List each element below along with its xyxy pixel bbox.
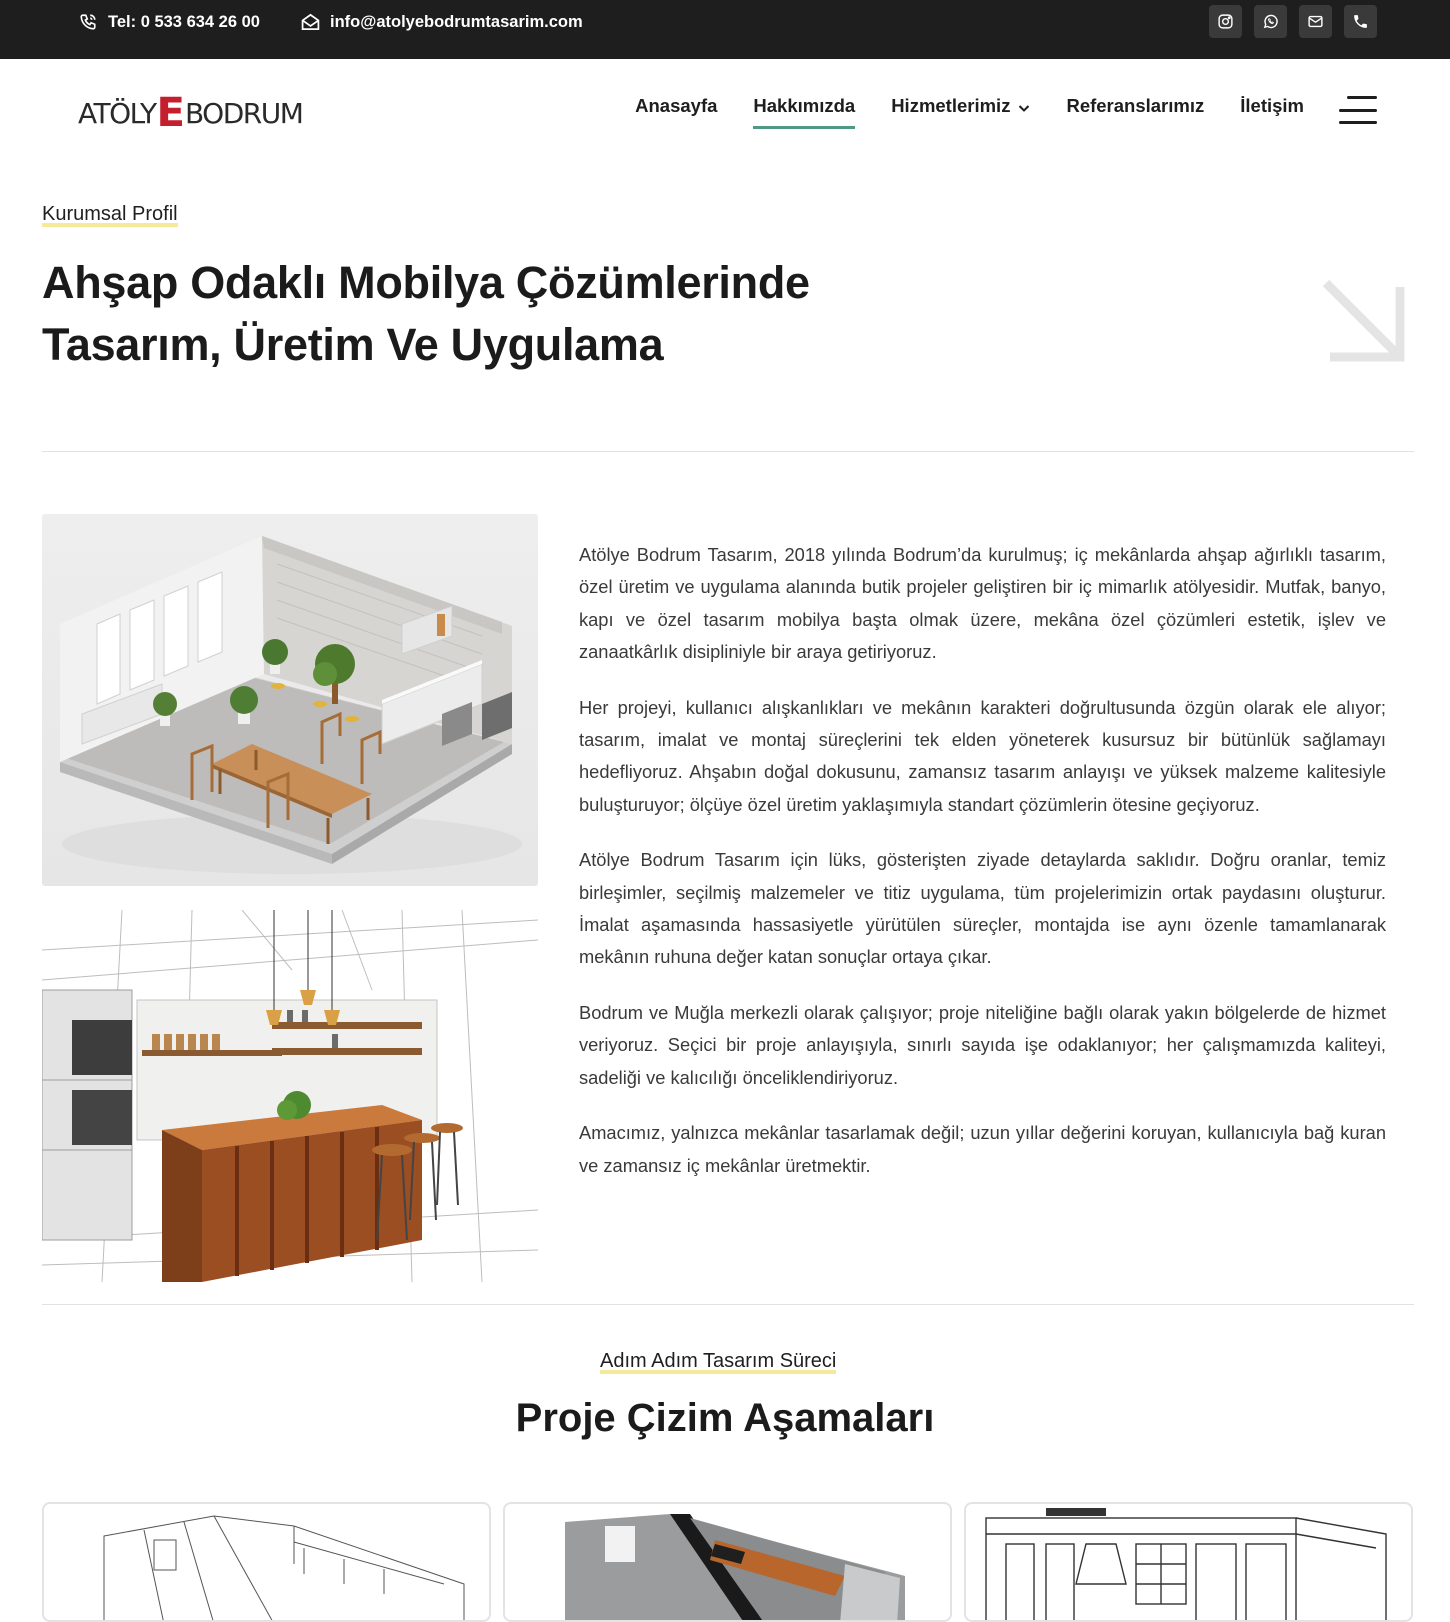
- nav-label: Referanslarımız: [1066, 95, 1205, 116]
- topbar-email[interactable]: [300, 0, 583, 44]
- topbar-phone-text: Tel: 0 533 634 26 00: [108, 12, 260, 31]
- instagram-icon: [1217, 13, 1234, 30]
- page-title: [42, 252, 942, 376]
- sketch-kitchen-image: [42, 910, 538, 1282]
- process-card-1[interactable]: [42, 1502, 491, 1622]
- nav-item-iletisim[interactable]: [1240, 95, 1304, 131]
- elevation-sketch-image: [966, 1504, 1413, 1622]
- open-envelope-icon: [300, 12, 320, 32]
- about-paragraph: Bodrum ve Muğla merkezli olarak çalışıyor; proje niteliğine bağlı olarak yakın bölgelerde de hizmet veriyoruz. Seçici bir proje anlayışıyla, sınırlı sayıda işe odaklanıyor; her çalışmamızda kaliteyi, sadeliği ve kalıcılığı önceliklendiriyoruz.: [579, 1001, 1386, 1088]
- nav-item-hizmetlerimiz[interactable]: [891, 95, 1030, 131]
- section-divider: [42, 451, 1414, 452]
- nav-label: Hakkımızda: [753, 95, 856, 116]
- section-divider: [42, 1304, 1414, 1305]
- nav-label: Hizmetlerimiz: [891, 95, 1011, 116]
- mail-icon: [1307, 13, 1324, 30]
- menu-icon-line: [1347, 96, 1377, 99]
- social-links: [1209, 5, 1377, 38]
- process-eyebrow: Adım Adım Tasarım Süreci: [600, 1350, 837, 1372]
- phone-icon: [78, 12, 98, 32]
- topbar-email-text: info@atolyebodrumtasarim.com: [330, 12, 583, 31]
- nav-label: İletişim: [1240, 95, 1304, 116]
- chevron-down-icon: [1018, 97, 1030, 119]
- menu-icon-line: [1339, 121, 1377, 124]
- section-eyebrow: Kurumsal Profil: [42, 203, 178, 225]
- arrow-down-right-icon: [1318, 275, 1408, 365]
- about-text: [579, 539, 1386, 1205]
- call-button[interactable]: [1344, 5, 1377, 38]
- whatsapp-button[interactable]: [1254, 5, 1287, 38]
- about-paragraph: Atölye Bodrum Tasarım, 2018 yılında Bodrum’da kurulmuş; iç mekânlarda ahşap ağırlıklı tasarım, özel üretim ve uygulama alanında butik projeler geliştiren bir iç mimarlık atölyesidir. Mutfak, banyo, kapı ve özel tasarım mobilya başta olmak üzere, mekâna özel çözümleri estetik, işlev ve zanaatkârlık disipliniyle bir araya getiriyoruz.: [579, 544, 1386, 663]
- topbar-phone[interactable]: [78, 0, 260, 44]
- process-card-3[interactable]: [964, 1502, 1413, 1622]
- about-paragraph: Amacımız, yalnızca mekânlar tasarlamak değil; uzun yıllar değerini koruyan, kullanıcıyla bağ kuran ve zamansız iç mekânlar üretmektir.: [579, 1122, 1386, 1176]
- isometric-kitchen-image: [42, 514, 538, 886]
- about-paragraph: Her projeyi, kullanıcı alışkanlıkları ve mekânın karakteri doğrultusunda özgün olarak ele alıyor; tasarım, imalat ve montaj süreçlerini tek elden yöneterek kusursuz bir bütünlük sağlamayı hedefliyoruz. Ahşabın doğal dokusunu, zamansız tasarım anlayışı ve yüksek malzeme kalitesiyle buluşturuyor; ölçüye özel üretim yaklaşımıyla standart çözümlerin ötesine geçiyoruz.: [579, 696, 1386, 815]
- whatsapp-icon: [1262, 13, 1279, 30]
- site-logo[interactable]: [78, 91, 302, 135]
- about-paragraph: Atölye Bodrum Tasarım için lüks, gösterişten ziyade detaylarda saklıdır. Doğru oranlar, temiz birleşimler, seçilmiş malzemeler ve titiz uygulama, tüm projelerimizin ortak paydasını oluşturur. İmalat aşamasında hassasiyetle yürütülen süreçler, montajda ise aynı özenle tamamlanarak mekânın ruhuna değer katan sonuçlar ortaya çıkar.: [579, 849, 1386, 968]
- page-title-line-2: Tasarım, Üretim Ve Uygulama: [42, 319, 664, 370]
- nav-item-referanslarimiz[interactable]: [1066, 95, 1204, 131]
- instagram-button[interactable]: [1209, 5, 1242, 38]
- email-button[interactable]: [1299, 5, 1332, 38]
- main-nav: [635, 95, 1304, 131]
- nav-item-hakkimizda[interactable]: [753, 95, 855, 131]
- logo-letter-e: E: [155, 90, 185, 136]
- phone-icon: [1352, 13, 1369, 30]
- nav-item-anasayfa[interactable]: [635, 95, 717, 131]
- menu-toggle-button[interactable]: [1339, 96, 1377, 124]
- plan-sketch-image: [44, 1504, 491, 1622]
- menu-icon-line: [1339, 109, 1377, 112]
- top-bar: [0, 0, 1450, 59]
- logo-text-1: ATÖLY: [78, 96, 156, 130]
- main-header: [0, 59, 1450, 167]
- page-title-line-1: Ahşap Odaklı Mobilya Çözümlerinde: [42, 257, 810, 308]
- process-card-2[interactable]: [503, 1502, 952, 1622]
- nav-label: Anasayfa: [635, 95, 718, 116]
- process-title: Proje Çizim Aşamaları: [515, 1396, 935, 1440]
- render-plan-image: [505, 1504, 952, 1622]
- logo-text-2: BODRUM: [184, 96, 303, 130]
